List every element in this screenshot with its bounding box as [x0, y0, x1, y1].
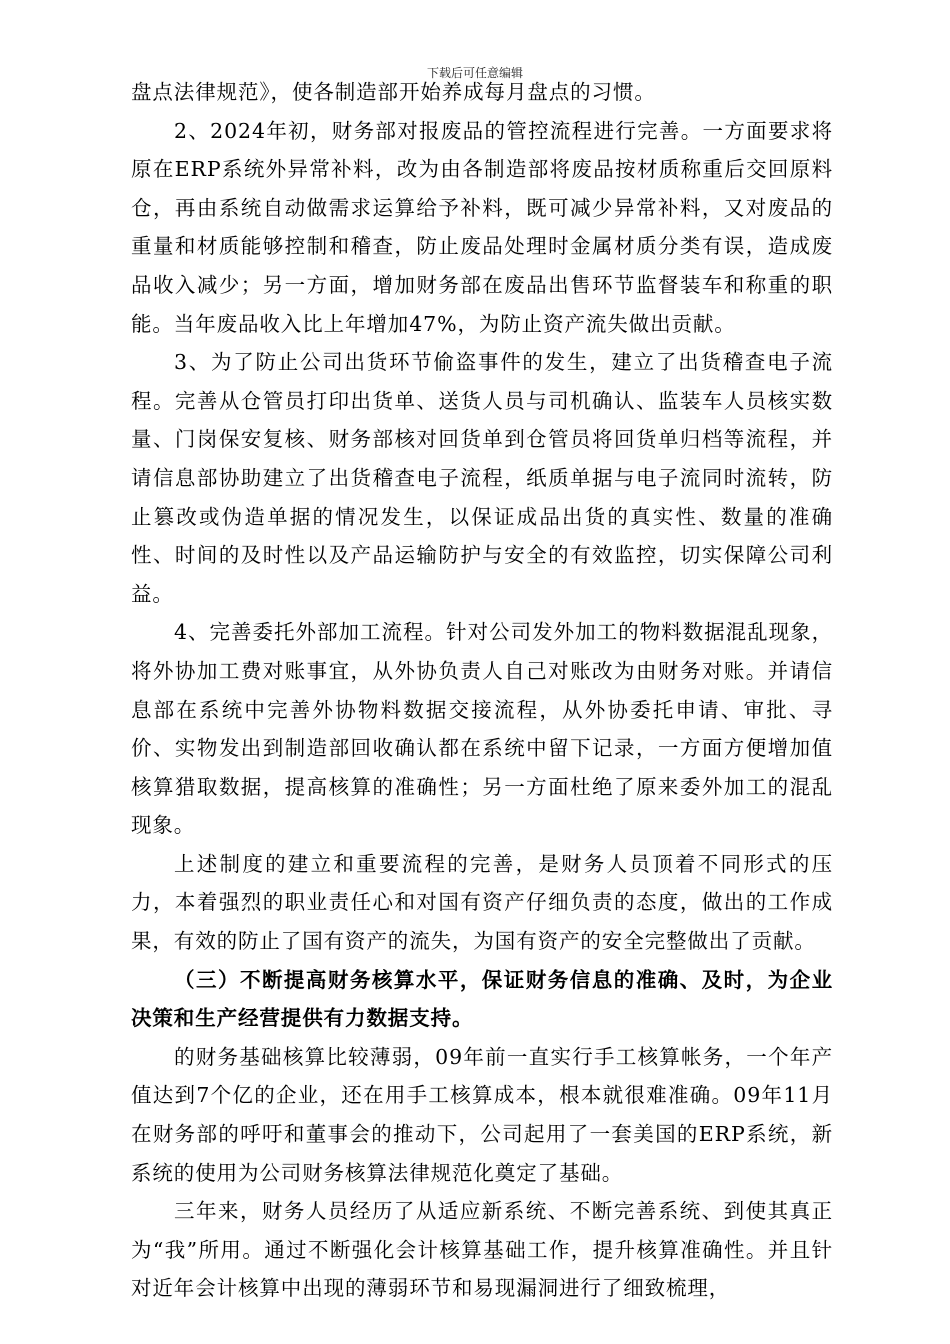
paragraph-accounting-basis: 的财务基础核算比较薄弱，09年前一直实行手工核算帐务，一个年产值达到7个亿的企业，还在用手工核算成本，根本就很难准确。09年11月在财务部的呼吁和董事会的推动下，公司起用了一套美国的ERP系统，新系统的使用为公司财务核算法律规范化奠定了基础。 — [131, 1044, 833, 1185]
paragraph-summary: 上述制度的建立和重要流程的完善，是财务人员顶着不同形式的压力，本着强烈的职业责任心和对国有资产仔细负责的态度，做出的工作成果，有效的防止了国有资产的流失，为国有资产的安全完整做出了贡献。 — [131, 851, 833, 954]
paragraph-shipment-audit: 3、为了防止公司出货环节偷盗事件的发生，建立了出货稽查电子流程。完善从仓管员打印出货单、送货人员与司机确认、监装车人员核实数量、门岗保安复核、财务部核对回货单到仓管员将回货单归档等流程，并请信息部协助建立了出货稽查电子流程，纸质单据与电子流同时流转，防止篡改或伪造单据的情况发生，以保证成品出货的真实性、数量的准确性、时间的及时性以及产品运输防护与安全的有效监控，切实保障公司利益。 — [131, 350, 833, 606]
section-heading: （三）不断提高财务核算水平，保证财务信息的准确、及时，为企业决策和生产经营提供有力数据支持。 — [131, 967, 833, 1031]
paragraph-outsourcing: 4、完善委托外部加工流程。针对公司发外加工的物料数据混乱现象，将外协加工费对账事宜，从外协负责人自己对账改为由财务对账。并请信息部在系统中完善外协物料数据交接流程，从外协委托申请、审批、寻价、实物发出到制造部回收确认都在系统中留下记录，一方面方便增加值核算猎取数据，提高核算的准确性；另一方面杜绝了原来委外加工的混乱现象。 — [131, 620, 833, 838]
paragraph-scrap-control: 2、2024年初，财务部对报废品的管控流程进行完善。一方面要求将原在ERP系统外异常补料，改为由各制造部将废品按材质称重后交回原料仓，再由系统自动做需求运算给予补料，既可减少异常补料，又对废品的重量和材质能够控制和稽查，防止废品处理时金属材质分类有误，造成废品收入减少；另一方面，增加财务部在废品出售环节监督装车和称重的职能。当年废品收入比上年增加47%，为防止资产流失做出贡献。 — [131, 118, 833, 336]
header-watermark: 下载后可任意编辑 — [426, 66, 523, 80]
document-body — [131, 73, 833, 1308]
paragraph-three-years: 三年来，财务人员经历了从适应新系统、不断完善系统、到使其真正为“我”所用。通过不断强化会计核算基础工作，提升核算准确性。并且针对近年会计核算中出现的薄弱环节和易现漏洞进行了细致梳理， — [131, 1199, 833, 1301]
paragraph-continuation: 盘点法律规范》，使各制造部开始养成每月盘点的习惯。 — [131, 80, 656, 104]
